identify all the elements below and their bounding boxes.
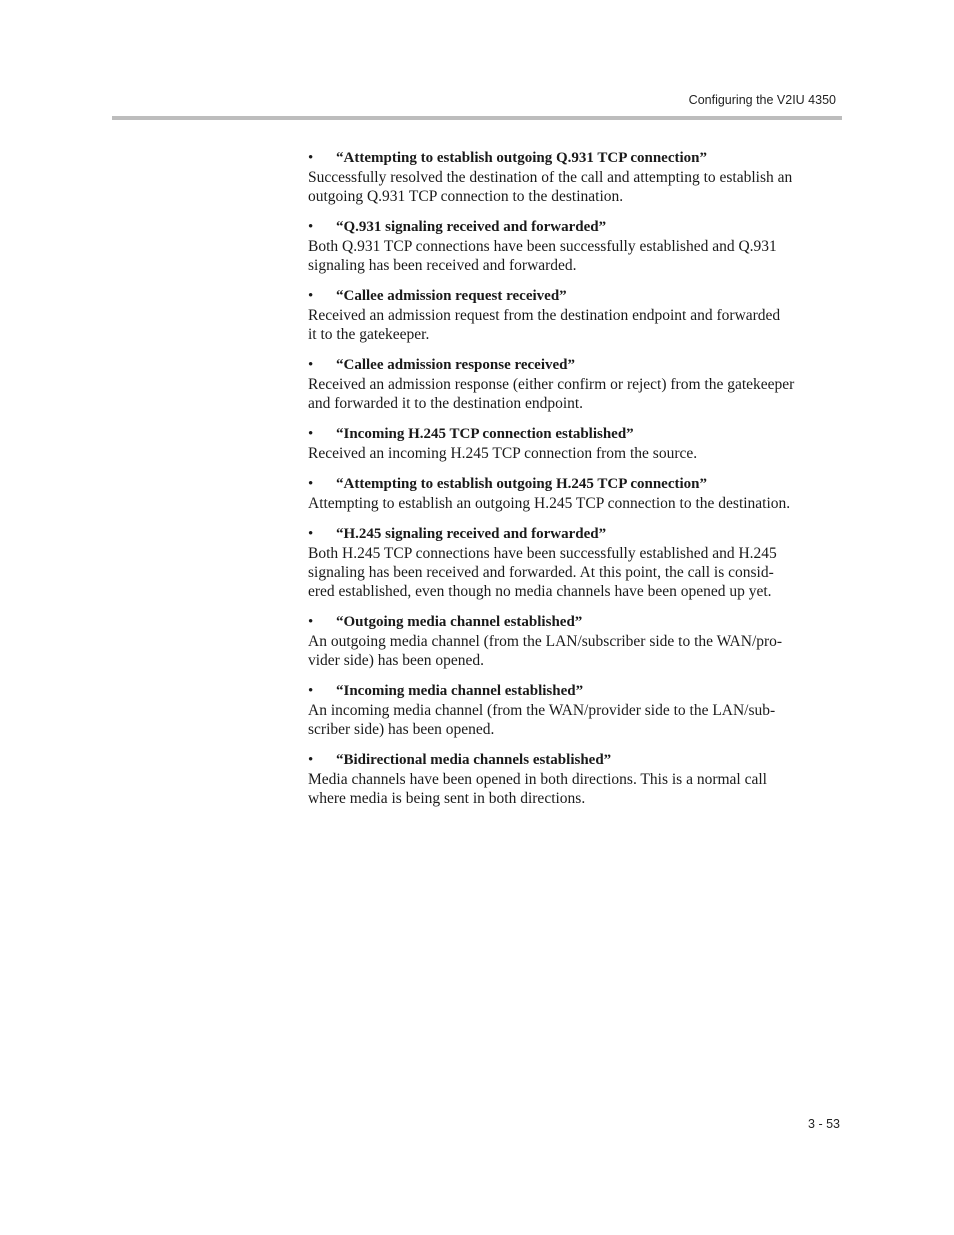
running-header: Configuring the V2IU 4350: [688, 93, 836, 107]
bullet-icon: •: [308, 357, 314, 373]
status-message-title-text: “Attempting to establish outgoing H.245 TCP connection”: [336, 476, 707, 492]
description-line: Media channels have been opened in both directions. This is a normal call: [308, 771, 767, 788]
status-message-title-text: “Outgoing media channel established”: [336, 614, 583, 630]
status-message-title: [308, 525, 848, 544]
description-line: An incoming media channel (from the WAN/provider side to the LAN/sub-: [308, 702, 776, 719]
status-message-description: [308, 237, 848, 275]
status-message-title: [308, 613, 848, 632]
bullet-icon: •: [308, 752, 314, 768]
description-line: Both H.245 TCP connections have been successfully established and H.245: [308, 545, 777, 562]
status-message-title-text: “H.245 signaling received and forwarded”: [336, 526, 607, 542]
status-message-title: [308, 425, 848, 444]
bullet-icon: •: [308, 526, 314, 542]
status-message-title-text: “Attempting to establish outgoing Q.931 TCP connection”: [336, 150, 707, 166]
description-line: and forwarded it to the destination endpoint.: [308, 395, 584, 412]
bullet-icon: •: [308, 683, 314, 699]
description-line: signaling has been received and forwarded. At this point, the call is consid-: [308, 564, 774, 581]
header-rule: [112, 116, 842, 120]
description-line: outgoing Q.931 TCP connection to the destination.: [308, 188, 624, 205]
status-message-title: [308, 475, 848, 494]
description-line: signaling has been received and forwarded.: [308, 257, 577, 274]
status-message-entry: [308, 475, 848, 513]
description-line: Both Q.931 TCP connections have been successfully established and Q.931: [308, 238, 777, 255]
status-message-entry: [308, 218, 848, 275]
status-message-entry: [308, 682, 848, 739]
status-message-description: [308, 168, 848, 206]
description-line: ered established, even though no media channels have been opened up yet.: [308, 583, 772, 600]
status-message-description: [308, 544, 848, 601]
description-line: where media is being sent in both directions.: [308, 790, 586, 807]
status-message-entry: [308, 149, 848, 206]
status-message-title: [308, 751, 848, 770]
status-message-title-text: “Incoming media channel established”: [336, 683, 584, 699]
status-message-title-text: “Q.931 signaling received and forwarded”: [336, 219, 607, 235]
status-message-description: [308, 375, 848, 413]
status-message-title: [308, 218, 848, 237]
bullet-icon: •: [308, 288, 314, 304]
status-message-description: [308, 444, 848, 463]
status-message-entry: [308, 751, 848, 808]
description-line: vider side) has been opened.: [308, 652, 485, 669]
status-message-entry: [308, 425, 848, 463]
status-message-description: [308, 306, 848, 344]
status-message-title: [308, 149, 848, 168]
status-message-description: [308, 494, 848, 513]
status-message-title: [308, 287, 848, 306]
status-message-description: [308, 632, 848, 670]
status-message-entry: [308, 356, 848, 413]
status-message-title-text: “Callee admission request received”: [336, 288, 567, 304]
bullet-icon: •: [308, 426, 314, 442]
bullet-icon: •: [308, 476, 314, 492]
status-message-description: [308, 770, 848, 808]
status-message-description: [308, 701, 848, 739]
description-line: Received an incoming H.245 TCP connection from the source.: [308, 445, 698, 462]
status-message-list: [308, 149, 848, 820]
page-number: 3 - 53: [808, 1117, 840, 1131]
description-line: Received an admission response (either confirm or reject) from the gatekeeper: [308, 376, 795, 393]
description-line: Received an admission request from the destination endpoint and forwarded: [308, 307, 781, 324]
status-message-title: [308, 682, 848, 701]
description-line: Successfully resolved the destination of the call and attempting to establish an: [308, 169, 793, 186]
status-message-entry: [308, 287, 848, 344]
status-message-title-text: “Bidirectional media channels established”: [336, 752, 612, 768]
bullet-icon: •: [308, 150, 314, 166]
status-message-title: [308, 356, 848, 375]
status-message-entry: [308, 613, 848, 670]
status-message-title-text: “Callee admission response received”: [336, 357, 576, 373]
status-message-title-text: “Incoming H.245 TCP connection established”: [336, 426, 634, 442]
bullet-icon: •: [308, 219, 314, 235]
description-line: scriber side) has been opened.: [308, 721, 495, 738]
description-line: Attempting to establish an outgoing H.245 TCP connection to the destination.: [308, 495, 791, 512]
bullet-icon: •: [308, 614, 314, 630]
description-line: it to the gatekeeper.: [308, 326, 430, 343]
description-line: An outgoing media channel (from the LAN/subscriber side to the WAN/pro-: [308, 633, 783, 650]
status-message-entry: [308, 525, 848, 601]
